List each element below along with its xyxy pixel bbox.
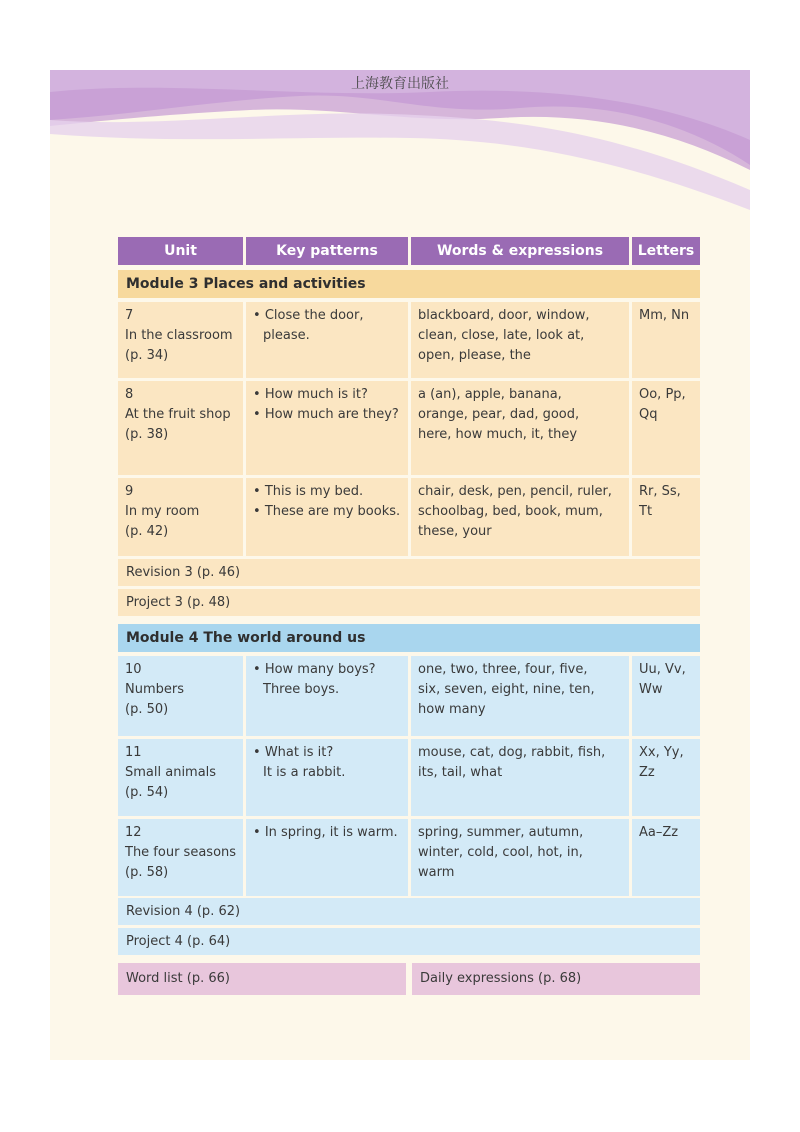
unit-cell bbox=[118, 381, 243, 475]
words-line: a (an), apple, banana, bbox=[418, 387, 562, 402]
unit-number: 11 bbox=[125, 745, 142, 760]
daily-expressions-link: Daily expressions (p. 68) bbox=[412, 963, 700, 995]
unit-page: (p. 34) bbox=[125, 348, 169, 363]
pattern: • In spring, it is warm. bbox=[253, 823, 408, 843]
words-line: mouse, cat, dog, rabbit, fish, bbox=[418, 745, 606, 760]
pattern: • How much are they? bbox=[253, 405, 408, 425]
unit-cell bbox=[118, 739, 243, 816]
words-line: open, please, the bbox=[418, 348, 531, 363]
unit-page: (p. 38) bbox=[125, 427, 169, 442]
unit-cell bbox=[118, 819, 243, 896]
table-row bbox=[118, 656, 700, 736]
words-cell bbox=[411, 381, 629, 475]
letters-line: Oo, Pp, bbox=[639, 387, 686, 402]
letters-cell bbox=[632, 656, 700, 736]
letters-line: Rr, Ss, bbox=[639, 484, 681, 499]
table-header bbox=[118, 237, 700, 265]
unit-cell bbox=[118, 656, 243, 736]
unit-number: 10 bbox=[125, 662, 142, 677]
words-line: chair, desk, pen, pencil, ruler, bbox=[418, 484, 612, 499]
module-4-title: Module 4 The world around us bbox=[118, 624, 700, 652]
letters-line: Tt bbox=[639, 504, 653, 519]
letters-line: Uu, Vv, bbox=[639, 662, 686, 677]
pattern: • How many boys? bbox=[253, 660, 408, 680]
letters-line: Xx, Yy, bbox=[639, 745, 684, 760]
words-line: its, tail, what bbox=[418, 765, 503, 780]
table-row bbox=[118, 381, 700, 475]
unit-page: (p. 54) bbox=[125, 785, 169, 800]
letters-cell bbox=[632, 381, 700, 475]
unit-name: At the fruit shop bbox=[125, 407, 231, 422]
letters-cell bbox=[632, 302, 700, 378]
letters-cell bbox=[632, 819, 700, 896]
pattern-cont: please. bbox=[263, 328, 310, 343]
table-row bbox=[118, 478, 700, 556]
pattern-cont: Three boys. bbox=[263, 682, 340, 697]
words-line: these, your bbox=[418, 524, 492, 539]
words-cell bbox=[411, 819, 629, 896]
table-row bbox=[118, 302, 700, 378]
table-row bbox=[118, 739, 700, 816]
pattern: • How much is it? bbox=[253, 385, 408, 405]
unit-cell bbox=[118, 478, 243, 556]
unit-name: Small animals bbox=[125, 765, 217, 780]
header-unit: Unit bbox=[118, 237, 243, 265]
patterns-cell bbox=[246, 819, 408, 896]
module-3-title: Module 3 Places and activities bbox=[118, 270, 700, 298]
unit-number: 9 bbox=[125, 484, 134, 499]
patterns-cell bbox=[246, 381, 408, 475]
pattern: • Close the door, bbox=[253, 306, 408, 326]
project-3-row: Project 3 (p. 48) bbox=[118, 589, 700, 616]
textbook-page bbox=[50, 70, 750, 1060]
words-line: six, seven, eight, nine, ten, bbox=[418, 682, 595, 697]
unit-number: 12 bbox=[125, 825, 142, 840]
patterns-cell bbox=[246, 478, 408, 556]
table-row bbox=[118, 819, 700, 896]
words-line: clean, close, late, look at, bbox=[418, 328, 585, 343]
header-letters: Letters bbox=[632, 237, 700, 265]
words-cell bbox=[411, 656, 629, 736]
words-line: one, two, three, four, five, bbox=[418, 662, 588, 677]
words-line: orange, pear, dad, good, bbox=[418, 407, 580, 422]
unit-number: 7 bbox=[125, 308, 134, 323]
words-line: warm bbox=[418, 865, 455, 880]
project-4-row: Project 4 (p. 64) bbox=[118, 928, 700, 955]
unit-name: In the classroom bbox=[125, 328, 233, 343]
letters-cell bbox=[632, 739, 700, 816]
patterns-cell bbox=[246, 302, 408, 378]
patterns-cell bbox=[246, 739, 408, 816]
unit-cell bbox=[118, 302, 243, 378]
letters-line: Ww bbox=[639, 682, 663, 697]
words-line: schoolbag, bed, book, mum, bbox=[418, 504, 603, 519]
unit-page: (p. 58) bbox=[125, 865, 169, 880]
words-line: blackboard, door, window, bbox=[418, 308, 590, 323]
publisher-name: 上海教育出版社 bbox=[351, 76, 449, 92]
pattern: • This is my bed. bbox=[253, 482, 408, 502]
pattern-cont: It is a rabbit. bbox=[263, 765, 346, 780]
letters-line: Qq bbox=[639, 407, 658, 422]
words-cell bbox=[411, 739, 629, 816]
words-line: spring, summer, autumn, bbox=[418, 825, 584, 840]
unit-number: 8 bbox=[125, 387, 134, 402]
unit-name: In my room bbox=[125, 504, 200, 519]
letters-cell bbox=[632, 478, 700, 556]
revision-3-row: Revision 3 (p. 46) bbox=[118, 559, 700, 586]
words-line: winter, cold, cool, hot, in, bbox=[418, 845, 583, 860]
unit-page: (p. 42) bbox=[125, 524, 169, 539]
letters-line: Zz bbox=[639, 765, 655, 780]
word-list-link: Word list (p. 66) bbox=[118, 963, 406, 995]
revision-4-row: Revision 4 (p. 62) bbox=[118, 898, 700, 925]
words-line: how many bbox=[418, 702, 486, 717]
unit-name: The four seasons bbox=[125, 845, 237, 860]
words-cell bbox=[411, 478, 629, 556]
words-cell bbox=[411, 302, 629, 378]
letters-line: Aa–Zz bbox=[639, 825, 679, 840]
letters-line: Mm, Nn bbox=[639, 308, 690, 323]
unit-name: Numbers bbox=[125, 682, 184, 697]
unit-page: (p. 50) bbox=[125, 702, 169, 717]
pattern: • What is it? bbox=[253, 743, 408, 763]
header-key-patterns: Key patterns bbox=[246, 237, 408, 265]
pattern: • These are my books. bbox=[253, 502, 408, 522]
patterns-cell bbox=[246, 656, 408, 736]
decorative-banner bbox=[50, 70, 750, 240]
header-words: Words & expressions bbox=[411, 237, 629, 265]
words-line: here, how much, it, they bbox=[418, 427, 578, 442]
